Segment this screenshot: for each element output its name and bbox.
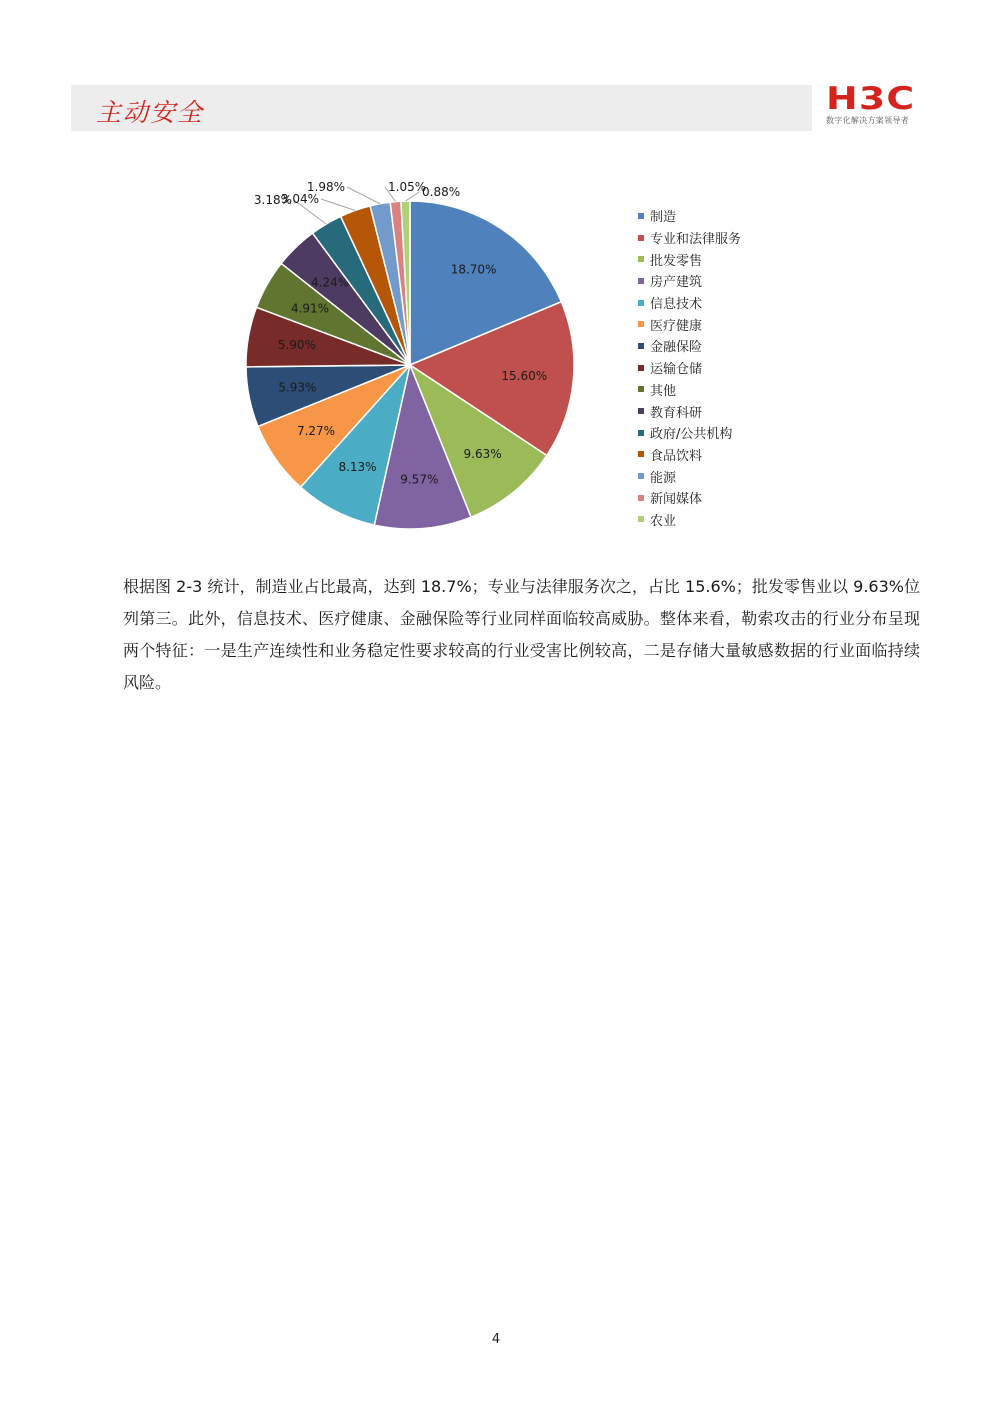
legend-item — [638, 227, 741, 249]
pie-data-label: 15.60% — [501, 368, 548, 383]
logo-tagline: 数字化解决方案领导者 — [826, 116, 909, 125]
legend-label: 能源 — [650, 470, 677, 486]
legend-item — [638, 444, 741, 466]
legend-swatch — [638, 321, 644, 327]
legend-item — [638, 422, 741, 444]
legend-swatch — [638, 473, 644, 479]
legend-item — [638, 313, 741, 335]
chart-legend — [638, 205, 741, 530]
legend-label: 信息技术 — [650, 297, 703, 313]
legend-label: 教育科研 — [650, 405, 703, 421]
legend-item — [638, 357, 741, 379]
legend-swatch — [638, 300, 644, 306]
legend-swatch — [638, 213, 644, 219]
legend-label: 批发零售 — [650, 253, 703, 269]
logo-mark: H3C — [826, 81, 916, 117]
legend-item — [638, 379, 741, 401]
pie-data-label: 4.91% — [290, 301, 330, 316]
page-header-title: 主动安全 — [96, 98, 205, 127]
pie-data-label: 4.24% — [311, 275, 350, 290]
pie-data-label: 3.18% — [253, 193, 292, 207]
legend-item — [638, 465, 741, 487]
page-number: 4 — [491, 1332, 501, 1347]
legend-item — [638, 487, 741, 509]
legend-label: 金融保险 — [650, 340, 703, 356]
pie-data-label: 1.05% — [388, 180, 427, 194]
pie-data-label: 8.13% — [338, 460, 377, 475]
legend-label: 农业 — [650, 513, 677, 529]
legend-item — [638, 248, 741, 270]
pie-data-label: 9.63% — [463, 447, 502, 461]
pie-data-label: 18.70% — [450, 262, 497, 277]
legend-swatch — [638, 235, 644, 241]
legend-label: 政府/公共机构 — [650, 427, 733, 443]
legend-swatch — [638, 365, 644, 371]
legend-swatch — [638, 278, 644, 284]
legend-label: 新闻媒体 — [650, 492, 703, 508]
pie-data-label: 0.88% — [422, 185, 461, 199]
legend-label: 制造 — [650, 210, 677, 226]
legend-swatch — [638, 495, 644, 501]
legend-item — [638, 292, 741, 314]
pie-data-label: 3.04% — [280, 192, 319, 206]
industry-pie-chart — [230, 165, 620, 545]
h3c-logo — [826, 81, 926, 132]
body-paragraph: 根据图 2-3 统计，制造业占比最高，达到 18.7%；专业与法律服务次之，占比 15.6%；批发零售业以 9.63%位列第三。此外，信息技术、医疗健康、金融保险等行业同样面临较高威胁。整体来看，勒索攻击的行业分布呈现两个特征：一是生产连续性和业务稳定性要求较高的行业受害比例较高，二是存储大量敏感数据的行业面临持续风险。 — [123, 577, 920, 692]
pie-leader-line — [321, 199, 355, 211]
pie-leader-line — [347, 187, 380, 204]
pie-data-label: 9.57% — [400, 472, 439, 487]
legend-item — [638, 400, 741, 422]
legend-swatch — [638, 256, 644, 262]
legend-label: 其他 — [650, 383, 677, 399]
legend-item — [638, 335, 741, 357]
pie-data-label: 5.90% — [277, 338, 316, 353]
legend-label: 医疗健康 — [650, 318, 703, 334]
legend-item — [638, 205, 741, 227]
pie-data-label: 5.93% — [278, 380, 317, 395]
legend-swatch — [638, 451, 644, 457]
legend-swatch — [638, 386, 644, 392]
pie-data-label: 7.27% — [296, 424, 336, 438]
legend-swatch — [638, 343, 644, 349]
legend-label: 运输仓储 — [650, 362, 703, 378]
legend-item — [638, 270, 741, 292]
legend-label: 专业和法律服务 — [650, 232, 742, 248]
legend-label: 房产建筑 — [650, 275, 703, 291]
legend-swatch — [638, 516, 644, 522]
legend-swatch — [638, 430, 644, 436]
legend-item — [638, 509, 741, 531]
pie-data-label: 1.98% — [306, 180, 345, 194]
legend-label: 食品饮料 — [650, 448, 703, 464]
legend-swatch — [638, 408, 644, 414]
